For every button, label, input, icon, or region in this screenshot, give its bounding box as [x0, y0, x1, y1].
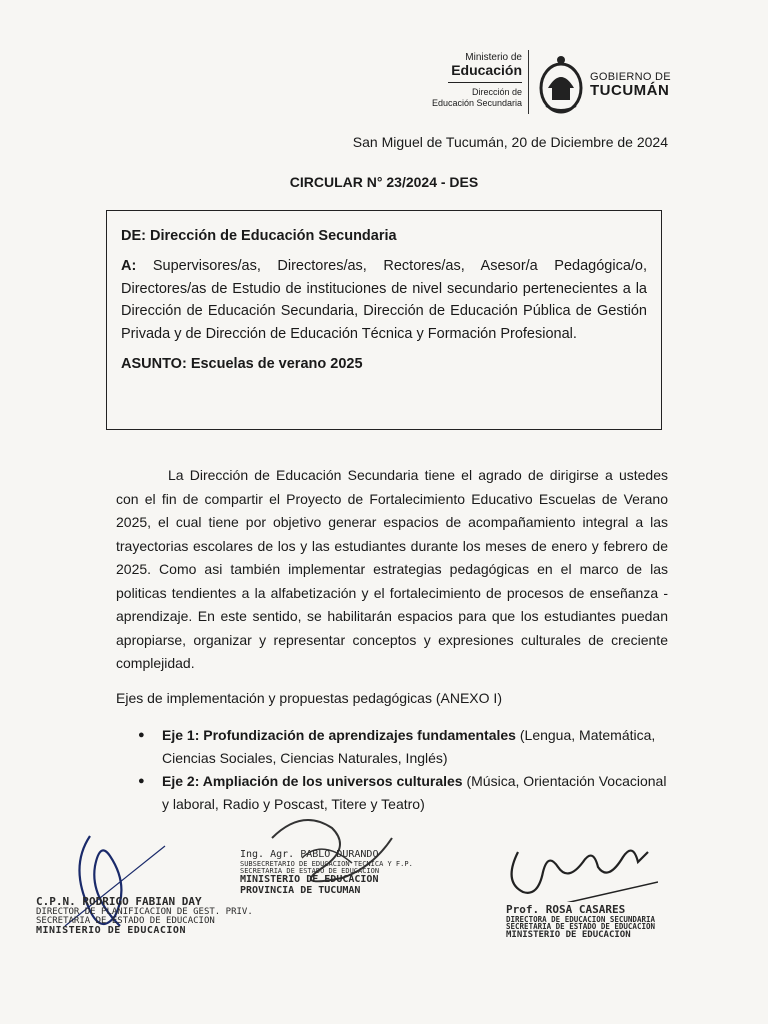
signature-center [240, 850, 413, 896]
direction-line2: Educación Secundaria [431, 98, 522, 109]
signer-name: C.P.N. RODRIGO FABIAN DAY [36, 895, 202, 908]
government-logo-text [590, 72, 671, 98]
signer-org: PROVINCIA DE TUCUMAN [240, 884, 361, 896]
document-date: San Miguel de Tucumán, 20 de Diciembre de 2024 [352, 134, 668, 150]
header-separator [528, 50, 529, 114]
body-paragraph [116, 464, 668, 676]
body-paragraph-text: La Dirección de Educación Secundaria tiene el agrado de dirigirse a ustedes con el fin de compartir el Proyecto de Fortalecimiento Educativo Escuelas de Verano 2025, el cual tiene por objetivo generar espacios de acompañamiento integral a las trayectorias escolares de los y las estudiantes durante los meses de enero y febrero de 2025. Como asi también implementar estrategias pedagógicas en el marco de las politicas tendientes a la alfabetización y el fortalecimiento de procesos de enseñanza - aprendizaje. En este sentido, se habilitarán espacios para que los estudiantes puedan apropiarse, organizar y representar conceptos y expresiones culturales de creciente complejidad. [116, 467, 668, 671]
direction-line1: Dirección de [471, 87, 522, 98]
signature-right [506, 904, 655, 941]
gov-line2: TUCUMÁN [590, 82, 670, 99]
ministry-name: Educación [451, 62, 522, 78]
list-item [138, 724, 668, 770]
divider [448, 82, 522, 83]
ejes-intro: Ejes de implementación y propuestas pedagógicas (ANEXO I) [116, 690, 502, 706]
ejes-list [138, 724, 668, 816]
subject-line: ASUNTO: Escuelas de verano 2025 [121, 356, 363, 373]
signer-name: Ing. Agr. PABLO DURANDO [240, 849, 379, 860]
list-item [138, 770, 668, 816]
to-line [121, 255, 647, 345]
circular-title: CIRCULAR N° 23/2024 - DES [289, 174, 479, 190]
gov-line1: GOBIERNO DE [590, 71, 671, 83]
eje-title: Eje 2: Ampliación de los universos culturales [162, 773, 463, 789]
signer-org: MINISTERIO DE EDUCACION [240, 874, 379, 886]
signer-role: SECRETARIA DE ESTADO DE EDUCACION [240, 866, 380, 875]
signer-role: DIRECTORA DE EDUCACION SECUNDARIA [506, 914, 656, 924]
header-box [106, 210, 662, 430]
signer-role: SUBSECRETARIO DE EDUCACION TECNICA Y F.P. [240, 859, 413, 868]
signature-left [36, 896, 253, 937]
signer-org: MINISTERIO DE EDUCACION [36, 925, 186, 937]
signer-role: SECRETARIA DE ESTADO DE EDUCACION [36, 915, 215, 926]
eje-title: Eje 1: Profundización de aprendizajes fundamentales [162, 727, 516, 743]
ministry-logo-text [418, 52, 522, 109]
signer-org: MINISTERIO DE EDUCACION [506, 930, 631, 941]
from-line: DE: Dirección de Educación Secundaria [121, 228, 397, 244]
eje-detail: (Lengua, Matemática, Ciencias Sociales, Ciencias Naturales, Inglés) [162, 727, 656, 766]
ministry-small: Ministerio de [465, 52, 522, 63]
to-label: A: [121, 258, 137, 275]
eje-detail: (Música, Orientación Vocacional y laboral, Radio y Poscast, Titere y Teatro) [162, 773, 667, 812]
signer-role: SECRETARIA DE ESTADO DE EDUCACION [506, 922, 656, 932]
signature-right-scribble [498, 822, 658, 902]
signer-role: DIRECTOR DE PLANIFICACION DE GEST. PRIV. [36, 906, 253, 917]
signer-name: Prof. ROSA CASARES [506, 903, 626, 916]
tucuman-emblem-icon [538, 54, 584, 114]
to-text: Supervisores/as, Directores/as, Rectores/as, Asesor/a Pedagógica/o, Directores/as de Estudio de instituciones de nivel secundario pertenecientes a la Dirección de Educación Secundaria, Dirección de Educación Pública de Gestión Privada y de Dirección de Educación Técnica y Formación Profesional. [121, 258, 647, 342]
